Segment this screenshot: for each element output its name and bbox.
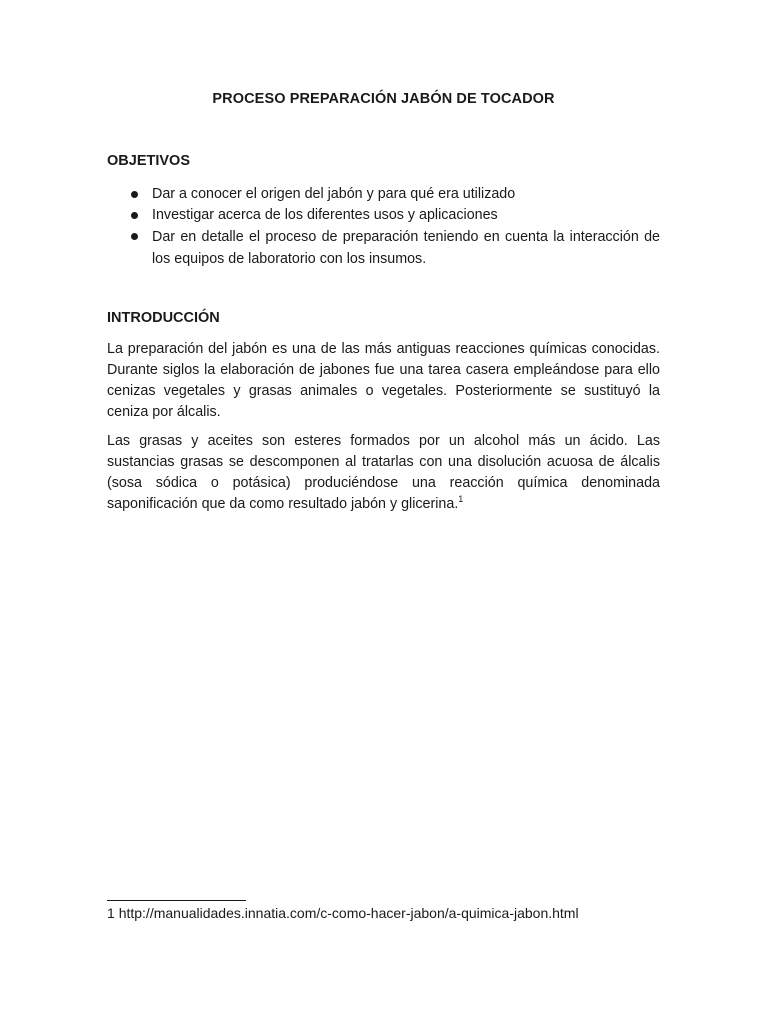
footnote-number: 1	[107, 905, 115, 921]
list-item	[107, 205, 660, 226]
footnote-link[interactable]: http://manualidades.innatia.com/c-como-hacer-jabon/a-quimica-jabon.html	[118, 905, 579, 921]
footnote-separator	[107, 900, 246, 901]
section-heading-objetivos: OBJETIVOS	[107, 153, 190, 169]
list-item-text: Dar a conocer el origen del jabón y para qué era utilizado	[152, 186, 516, 202]
bullet-icon	[131, 233, 138, 240]
list-item-text: Dar en detalle el proceso de preparación teniendo en cuenta la interacción de los equipos de laboratorio con los insumos.	[152, 229, 660, 267]
bullet-icon	[131, 191, 138, 198]
intro-paragraph: La preparación del jabón es una de las más antiguas reacciones químicas conocidas. Durante siglos la elaboración de jabones fue una tarea casera empleándose para ello cenizas vegetales y grasas animales o vegetales. Posteriormente se sustituyó la ceniza por álcalis.	[107, 341, 660, 420]
document-title: PROCESO PREPARACIÓN JABÓN DE TOCADOR	[212, 91, 555, 107]
paragraph-text: Las grasas y aceites son esteres formados por un alcohol más un ácido. Las sustancias grasas se descomponen al tratarlas con una disolución acuosa de álcalis (sosa sódica o potásica) produciéndose una reacción química denominada saponificación que da como resultado jabón y glicerina.	[107, 433, 660, 512]
list-item	[107, 184, 660, 205]
intro-paragraph	[107, 431, 660, 515]
list-item	[107, 226, 660, 270]
list-item-text: Investigar acerca de los diferentes usos y aplicaciones	[152, 207, 498, 223]
footnote	[107, 904, 579, 922]
section-heading-introduccion: INTRODUCCIÓN	[107, 310, 220, 326]
objectives-list	[107, 184, 660, 270]
bullet-icon	[131, 212, 138, 219]
footnote-reference[interactable]: 1	[458, 494, 464, 505]
